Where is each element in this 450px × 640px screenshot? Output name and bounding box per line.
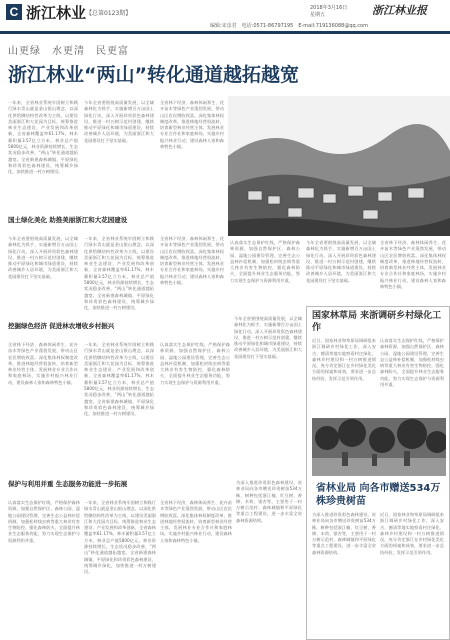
body-column: 今年全省要围绕高质量发展，以全域森林化为抓手，实施新增百万亩国土绿化行动，深入开展珍贵彩色森林建设，推进一村万树示范村创建，继续推动平原绿化和城市绿道建设，持续改善城乡人居环境，为美丽浙江和大花园建设打下坚实基础。 <box>306 240 376 283</box>
issue-number: 【总第0123期】 <box>86 10 132 17</box>
box-title: 国家林草局 来浙调研乡村绿化工作 <box>312 311 442 333</box>
tree-photo <box>312 418 446 476</box>
saplings-photo <box>312 418 446 476</box>
body-column: 全省林下经济、森林休闲养生、花卉苗木等绿色产业蓬勃发展，带动山区农民增收致富。深化集体林权制度改革，推进林地经营权流转，培育新型林业经营主体，发展林业专业合作社和家庭林场，实施乡村振兴林业行动，建设森林人家和森林特色小镇。 <box>160 236 224 286</box>
body-column: 认真落实生态保护红线，严格保护森林资源，加强自然保护区、森林公园、湿地公园建设管理，完善生态公益林补偿机制，加强松材线虫病等重大林业有害生物防控，强化森林防火，全面提升林业生态服务功能，努力实现生态保护与资源利用并重。 <box>8 500 80 543</box>
box-body: 为深入推进珍贵彩色森林建设，省林业局向各市赠送珍贵树苗534万株，树种包括浙江楠、红豆树、香樟、木荷、银杏等，主要用于一村万树示范村、森林城镇和平原绿化等重点工程建设，进一步丰富全省森林资源结构。 <box>312 512 376 555</box>
box-body: 近日，国家林业和草原局调研组来浙江调研乡村绿化工作，深入安吉、德清等地实地察看村庄绿化、森林乡村建设和一村万树推进情况，充分肯定浙江在乡村绿化美化方面的探索和成效，要求进一步总结经验，发挥示范引领作用。 <box>380 512 444 555</box>
body-column: 今年全省要围绕高质量发展，以全域森林化为抓手，实施新增百万亩国土绿化行动，深入开展珍贵彩色森林建设，推进一村万树示范村创建，继续推动平原绿化和城市绿道建设，持续改善城乡人居环境，为美丽浙江和大花园建设打下坚实基础。 <box>234 316 302 359</box>
newspaper-brand: 浙江林业报 <box>372 4 427 17</box>
date-line: 2018年3月16日 <box>310 5 348 11</box>
section-name: 浙江林业 <box>26 4 87 22</box>
section-title: 挖掘绿色经济 促进林农增收乡村振兴 <box>8 322 115 330</box>
body-column: 全省林下经济、森林休闲养生、花卉苗木等绿色产业蓬勃发展，带动山区农民增收致富。深化集体林权制度改革，推进林地经营权流转，培育新型林业经营主体，发展林业专业合作社和家庭林场，实施乡村振兴林业行动，建设森林人家和森林特色小镇。 <box>160 100 224 150</box>
body-column: 一年来，全省林业系统牢固树立和践行绿水青山就是金山银山理念，以深化供给侧结构性改革为主线，以建设美丽浙江和大花园为目标，统筹推进林业生态建设、产业发展和改革创新，全省森林覆盖率61.17%，林木蓄积量3.57亿立方米，林业总产值5800亿元，林业资源持续增长，生态状况稳步改善，“两山”转化通道越拓越宽。全省新建森林城镇、平原绿化和珍贵彩色森林建设，统筹城乡绿化，加快推进一村万树建设。 <box>84 500 156 575</box>
box-body: 近日，国家林业和草原局调研组来浙江调研乡村绿化工作，深入安吉、德清等地实地察看村庄绿化、森林乡村建设和一村万树推进情况，充分肯定浙江在乡村绿化美化方面的探索和成效，要求进一步总结经验，发挥示范引领作用。 <box>312 338 376 381</box>
body-column: 今年全省要围绕高质量发展，以全域森林化为抓手，实施新增百万亩国土绿化行动，深入开展珍贵彩色森林建设，推进一村万树示范村创建，继续推动平原绿化和城市绿道建设，持续改善城乡人居环境，为美丽浙江和大花园建设打下坚实基础。 <box>84 100 154 143</box>
body-column: 一年来，全省林业系统牢固树立和践行绿水青山就是金山银山理念，以深化供给侧结构性改革为主线，以建设美丽浙江和大花园为目标，统筹推进林业生态建设、产业发展和改革创新，全省森林覆盖率61.17%，林木蓄积量3.57亿立方米，林业总产值5800亿元，林业资源持续增长，生态状况稳步改善，“两山”转化通道越拓越宽。全省新建森林城镇、平原绿化和珍贵彩色森林建设，统筹城乡绿化，加快推进一村万树建设。 <box>84 342 154 417</box>
box-title: 省林业局 向各市赠送534万株珍贵树苗 <box>316 483 441 507</box>
body-column: 全省林下经济、森林休闲养生、花卉苗木等绿色产业蓬勃发展，带动山区农民增收致富。深化集体林权制度改革，推进林地经营权流转，培育新型林业经营主体，发展林业专业合作社和家庭林场，实施乡村振兴林业行动，建设森林人家和森林特色小镇。 <box>380 240 446 290</box>
lead-kicker: 山更绿 水更清 民更富 <box>8 46 129 57</box>
body-column: 认真落实生态保护红线，严格保护森林资源，加强自然保护区、森林公园、湿地公园建设管理，完善生态公益林补偿机制，加强松材线虫病等重大林业有害生物防控，强化森林防火，全面提升林业生态服务功能，努力实现生态保护与资源利用并重。 <box>230 240 300 283</box>
date-block <box>310 5 347 19</box>
body-column: 全省林下经济、森林休闲养生、花卉苗木等绿色产业蓬勃发展，带动山区农民增收致富。深化集体林权制度改革，推进林地经营权流转，培育新型林业经营主体，发展林业专业合作社和家庭林场，实施乡村振兴林业行动，建设森林人家和森林特色小镇。 <box>8 342 78 385</box>
editor-contact: 编辑:宋彦君 电话:0571-86797195 E-mail:719136088@qq.com <box>210 23 368 29</box>
body-column: 一年来，全省林业系统牢固树立和践行绿水青山就是金山银山理念，以深化供给侧结构性改革为主线，以建设美丽浙江和大花园为目标，统筹推进林业生态建设、产业发展和改革创新，全省森林覆盖率61.17%，林木蓄积量3.57亿立方米，林业总产值5800亿元，林业资源持续增长，生态状况稳步改善，“两山”转化通道越拓越宽。全省新建森林城镇、平原绿化和珍贵彩色森林建设，统筹城乡绿化，加快推进一村万树建设。 <box>84 236 154 311</box>
body-column: 全省林下经济、森林休闲养生、花卉苗木等绿色产业蓬勃发展，带动山区农民增收致富。深化集体林权制度改革，推进林地经营权流转，培育新型林业经营主体，发展林业专业合作社和家庭林场，实施乡村振兴林业行动，建设森林人家和森林特色小镇。 <box>160 500 232 543</box>
lead-photo <box>228 96 450 236</box>
masthead-rule <box>0 31 450 34</box>
body-column: 一年来，全省林业系统牢固树立和践行绿水青山就是金山银山理念，以深化供给侧结构性改革为主线，以建设美丽浙江和大花园为目标，统筹推进林业生态建设、产业发展和改革创新，全省森林覆盖率61.17%，林木蓄积量3.57亿立方米，林业总产值5800亿元，林业资源持续增长，生态状况稳步改善，“两山”转化通道越拓越宽。全省新建森林城镇、平原绿化和珍贵彩色森林建设，统筹城乡绿化，加快推进一村万树建设。 <box>8 100 78 175</box>
body-column: 认真落实生态保护红线，严格保护森林资源，加强自然保护区、森林公园、湿地公园建设管理，完善生态公益林补偿机制，加强松材线虫病等重大林业有害生物防控，强化森林防火，全面提升林业生态服务功能，努力实现生态保护与资源利用并重。 <box>160 342 230 385</box>
section-letter: C <box>6 4 22 20</box>
lead-headline: 浙江林业“两山”转化通道越拓越宽 <box>8 64 299 86</box>
village-photo <box>228 96 450 236</box>
weekday-line: 星期五 <box>310 12 326 18</box>
section-title: 保护与利用并重 生态服务功能进一步拓展 <box>8 480 128 488</box>
body-column: 今年全省要围绕高质量发展，以全域森林化为抓手，实施新增百万亩国土绿化行动，深入开展珍贵彩色森林建设，推进一村万树示范村创建，继续推动平原绿化和城市绿道建设，持续改善城乡人居环境，为美丽浙江和大花园建设打下坚实基础。 <box>8 236 78 279</box>
body-column: 为深入推进珍贵彩色森林建设，省林业局向各市赠送珍贵树苗534万株，树种包括浙江楠、红豆树、香樟、木荷、银杏等，主要用于一村万树示范村、森林城镇和平原绿化等重点工程建设，进一步丰富全省森林资源结构。 <box>236 480 302 523</box>
box-body: 认真落实生态保护红线，严格保护森林资源，加强自然保护区、森林公园、湿地公园建设管理，完善生态公益林补偿机制，加强松材线虫病等重大林业有害生物防控，强化森林防火，全面提升林业生态服务功能，努力实现生态保护与资源利用并重。 <box>380 338 444 388</box>
section-title: 国土绿化美化 助推美丽浙江和大花园建设 <box>8 216 128 224</box>
